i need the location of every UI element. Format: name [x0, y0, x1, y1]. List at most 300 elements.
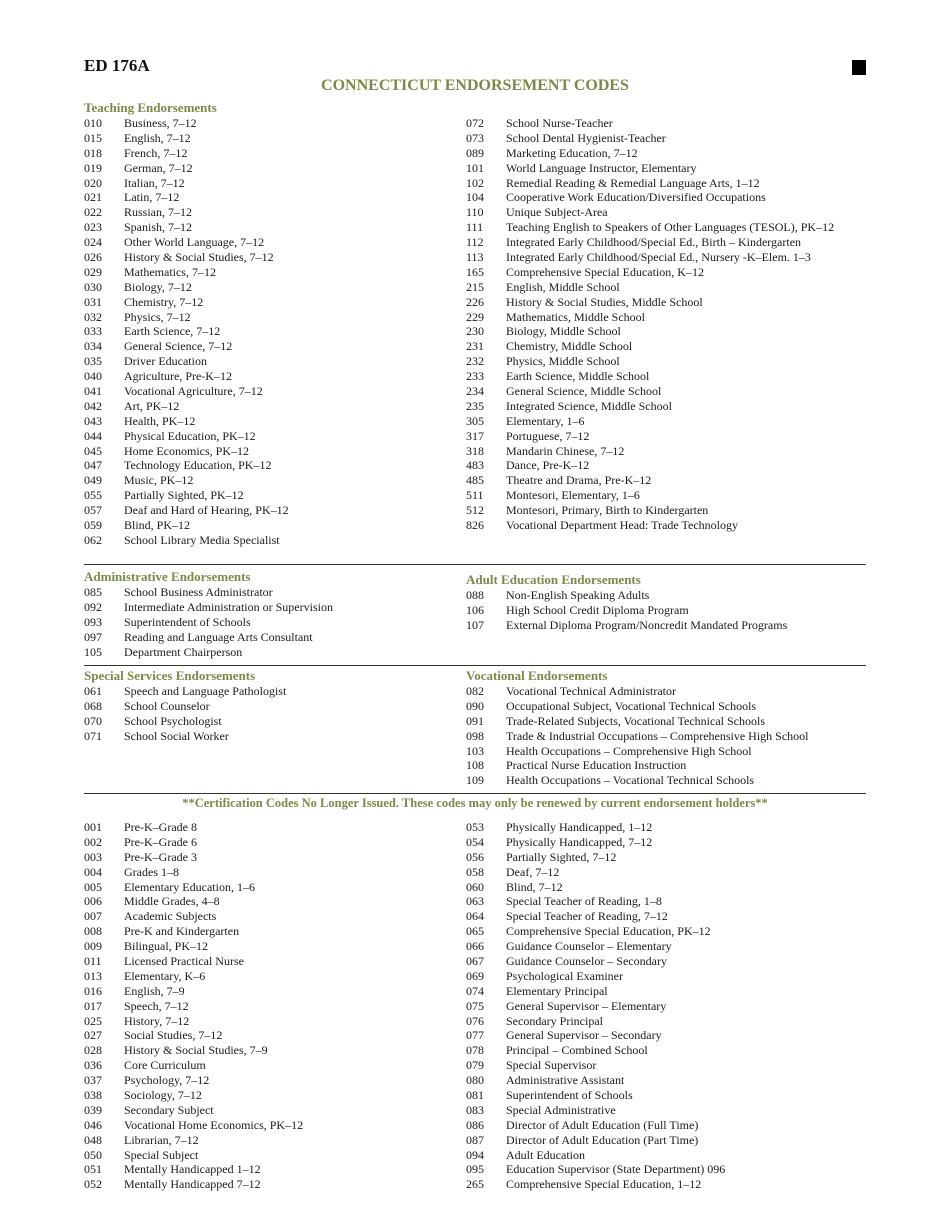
list-item [466, 1043, 725, 1058]
endorsement-code: 318 [466, 443, 484, 458]
list-item [466, 414, 834, 429]
list-item [84, 1162, 303, 1177]
list-item [466, 1028, 725, 1043]
endorsement-label: Mandarin Chinese, 7–12 [506, 443, 625, 458]
list-item [84, 399, 289, 414]
list-item [466, 384, 834, 399]
endorsement-code: 046 [84, 1117, 102, 1132]
endorsement-code: 485 [466, 473, 484, 488]
endorsement-label: Intermediate Administration or Supervision [124, 599, 333, 614]
list-item [84, 354, 289, 369]
endorsement-code: 004 [84, 864, 102, 879]
list-item [84, 190, 289, 205]
endorsement-code: 232 [466, 354, 484, 369]
form-id: ED 176A [84, 56, 150, 75]
endorsement-code: 023 [84, 220, 102, 235]
list-item [466, 714, 809, 729]
endorsement-label: Reading and Language Arts Consultant [124, 629, 313, 644]
endorsement-code: 229 [466, 309, 484, 324]
discontinued-notice: **Certification Codes No Longer Issued. These codes may only be renewed by current endorsement holders** [182, 796, 768, 810]
endorsement-label: Sociology, 7–12 [124, 1088, 202, 1103]
endorsement-code: 112 [466, 235, 484, 250]
endorsement-code: 078 [466, 1043, 484, 1058]
endorsement-code: 030 [84, 279, 102, 294]
endorsement-label: Pre-K and Kindergarten [124, 924, 240, 939]
endorsement-code: 050 [84, 1147, 102, 1162]
endorsement-label: Bilingual, PK–12 [124, 939, 209, 954]
endorsement-code: 038 [84, 1088, 102, 1103]
list-item [466, 399, 834, 414]
endorsement-label: Trade-Related Subjects, Vocational Technical Schools [506, 713, 766, 728]
list-item [466, 116, 834, 131]
list-item [84, 339, 289, 354]
divider [84, 564, 866, 565]
endorsement-label: Licensed Practical Nurse [124, 954, 244, 969]
list-item [84, 131, 289, 146]
endorsement-label: Practical Nurse Education Instruction [506, 758, 687, 773]
list-item [466, 835, 725, 850]
endorsement-label: World Language Instructor, Elementary [506, 160, 697, 175]
list-item [84, 205, 289, 220]
list-item [466, 1073, 725, 1088]
endorsement-label: Physical Education, PK–12 [124, 428, 256, 443]
endorsement-code: 072 [466, 116, 484, 130]
endorsement-label: Remedial Reading & Remedial Language Arts, 1–12 [506, 175, 760, 190]
endorsement-code: 090 [466, 698, 484, 713]
list-item [466, 354, 834, 369]
list-item [466, 1058, 725, 1073]
endorsement-code: 056 [466, 849, 484, 864]
divider [84, 793, 866, 794]
endorsement-label: Vocational Department Head: Trade Technology [506, 518, 738, 533]
endorsement-code: 052 [84, 1177, 102, 1192]
list-item [466, 603, 787, 618]
vocational-list [466, 684, 809, 788]
endorsement-label: Driver Education [124, 354, 207, 369]
endorsement-label: High School Credit Diploma Program [506, 602, 689, 617]
endorsement-label: School Dental Hygienist-Teacher [506, 130, 666, 145]
endorsement-label: Administrative Assistant [506, 1073, 625, 1088]
list-item [466, 1133, 725, 1148]
endorsement-code: 028 [84, 1043, 102, 1058]
list-item [466, 1177, 725, 1192]
endorsement-code: 034 [84, 339, 102, 354]
endorsement-label: Physics, 7–12 [124, 309, 191, 324]
list-item [466, 131, 834, 146]
endorsement-code: 074 [466, 983, 484, 998]
list-item [84, 369, 289, 384]
endorsement-code: 024 [84, 235, 102, 250]
list-item [84, 146, 289, 161]
list-item [84, 714, 286, 729]
list-item [84, 630, 333, 645]
endorsement-code: 051 [84, 1162, 102, 1177]
endorsement-code: 032 [84, 309, 102, 324]
endorsement-label: Russian, 7–12 [124, 205, 193, 220]
endorsement-code: 233 [466, 369, 484, 384]
endorsement-code: 006 [84, 894, 102, 909]
endorsement-label: History, 7–12 [124, 1013, 190, 1028]
endorsement-label: Pre-K–Grade 6 [124, 834, 197, 849]
list-item [466, 235, 834, 250]
endorsement-label: English, 7–9 [124, 983, 185, 998]
list-item [466, 1118, 725, 1133]
endorsement-label: School Nurse-Teacher [506, 116, 613, 130]
endorsement-label: Superintendent of Schools [124, 614, 251, 629]
list-item [84, 835, 303, 850]
list-item [466, 280, 834, 295]
list-item [466, 1103, 725, 1118]
endorsement-label: Psychological Examiner [506, 968, 623, 983]
list-item [466, 820, 725, 835]
list-item [466, 1088, 725, 1103]
list-item [466, 865, 725, 880]
special-services-endorsements [84, 668, 286, 744]
endorsement-label: Academic Subjects [124, 909, 217, 924]
endorsement-code: 265 [466, 1177, 484, 1192]
endorsement-code: 007 [84, 909, 102, 924]
endorsement-label: Core Curriculum [124, 1058, 206, 1073]
endorsement-code: 053 [466, 820, 484, 834]
endorsement-code: 101 [466, 160, 484, 175]
endorsement-label: Comprehensive Special Education, PK–12 [506, 924, 711, 939]
endorsement-label: Elementary Principal [506, 983, 608, 998]
list-item [84, 924, 303, 939]
list-item [84, 265, 289, 280]
list-item [84, 850, 303, 865]
endorsement-label: General Science, Middle School [506, 384, 662, 399]
list-item [84, 429, 289, 444]
endorsement-label: Blind, 7–12 [506, 879, 563, 894]
endorsement-label: Other World Language, 7–12 [124, 235, 265, 250]
endorsement-label: Cooperative Work Education/Diversified Occupations [506, 190, 766, 205]
endorsement-code: 075 [466, 998, 484, 1013]
endorsement-label: Italian, 7–12 [124, 175, 185, 190]
endorsement-label: Business, 7–12 [124, 116, 197, 130]
endorsement-code: 005 [84, 879, 102, 894]
endorsement-code: 109 [466, 773, 484, 788]
endorsement-label: Speech, 7–12 [124, 998, 189, 1013]
endorsement-code: 103 [466, 743, 484, 758]
list-item [84, 1103, 303, 1118]
list-item [84, 684, 286, 699]
endorsement-label: School Business Administrator [124, 585, 273, 599]
endorsement-label: Mentally Handicapped 1–12 [124, 1162, 261, 1177]
list-item [466, 518, 834, 533]
endorsement-label: Superintendent of Schools [506, 1088, 633, 1103]
list-item [466, 458, 834, 473]
teaching-endorsements-left [84, 100, 289, 548]
endorsement-code: 826 [466, 518, 484, 533]
list-item [84, 969, 303, 984]
endorsement-code: 036 [84, 1058, 102, 1073]
list-item [84, 324, 289, 339]
list-item [466, 429, 834, 444]
endorsement-code: 041 [84, 384, 102, 399]
endorsement-code: 305 [466, 413, 484, 428]
endorsement-code: 165 [466, 264, 484, 279]
endorsement-label: Guidance Counselor – Secondary [506, 954, 667, 969]
section-title-special-services: Special Services Endorsements [84, 668, 256, 683]
endorsement-code: 073 [466, 130, 484, 145]
list-item [84, 1088, 303, 1103]
endorsement-label: Integrated Early Childhood/Special Ed., Nursery -K–Elem. 1–3 [506, 250, 811, 265]
list-item [84, 161, 289, 176]
endorsement-code: 087 [466, 1132, 484, 1147]
endorsement-code: 040 [84, 369, 102, 384]
endorsement-code: 235 [466, 398, 484, 413]
endorsement-code: 095 [466, 1162, 484, 1177]
list-item [466, 146, 834, 161]
endorsement-label: Theatre and Drama, Pre-K–12 [506, 473, 652, 488]
endorsement-label: Unique Subject-Area [506, 205, 608, 220]
endorsement-code: 009 [84, 939, 102, 954]
list-item [84, 865, 303, 880]
list-item [466, 969, 725, 984]
endorsement-label: Special Supervisor [506, 1058, 597, 1073]
endorsement-code: 088 [466, 588, 484, 602]
list-item [84, 999, 303, 1014]
endorsement-code: 044 [84, 428, 102, 443]
endorsement-code: 083 [466, 1102, 484, 1117]
list-item [466, 924, 725, 939]
endorsement-label: Adult Education [506, 1147, 585, 1162]
list-item [84, 729, 286, 744]
endorsement-code: 001 [84, 820, 102, 834]
endorsement-label: Integrated Early Childhood/Special Ed., Birth – Kindergarten [506, 235, 802, 250]
endorsement-code: 215 [466, 279, 484, 294]
list-item [466, 699, 809, 714]
endorsement-label: Secondary Subject [124, 1102, 214, 1117]
list-item [84, 444, 289, 459]
endorsement-label: History & Social Studies, 7–9 [124, 1043, 268, 1058]
endorsement-code: 111 [466, 220, 484, 235]
list-item [466, 190, 834, 205]
list-item [84, 220, 289, 235]
list-item [84, 1043, 303, 1058]
endorsement-label: Art, PK–12 [124, 398, 180, 413]
endorsement-label: Elementary Education, 1–6 [124, 879, 255, 894]
endorsement-code: 070 [84, 713, 102, 728]
endorsement-code: 063 [466, 894, 484, 909]
endorsement-code: 049 [84, 473, 102, 488]
list-item [466, 220, 834, 235]
list-item [466, 1148, 725, 1163]
endorsement-code: 483 [466, 458, 484, 473]
endorsement-code: 097 [84, 629, 102, 644]
endorsement-code: 003 [84, 849, 102, 864]
endorsement-code: 086 [466, 1117, 484, 1132]
endorsement-label: Earth Science, Middle School [506, 369, 650, 384]
endorsement-label: Portuguese, 7–12 [506, 428, 590, 443]
list-item [466, 744, 809, 759]
endorsement-code: 110 [466, 205, 484, 220]
list-item [466, 939, 725, 954]
endorsement-code: 048 [84, 1132, 102, 1147]
list-item [466, 618, 787, 633]
endorsement-label: Chemistry, Middle School [506, 339, 633, 354]
list-item [84, 458, 289, 473]
endorsement-label: Technology Education, PK–12 [124, 458, 272, 473]
endorsement-label: Department Chairperson [124, 644, 243, 659]
list-item [84, 116, 289, 131]
list-item [466, 503, 834, 518]
endorsement-label: Vocational Agriculture, 7–12 [124, 384, 263, 399]
endorsement-code: 029 [84, 264, 102, 279]
list-item [466, 369, 834, 384]
endorsement-label: Deaf, 7–12 [506, 864, 560, 879]
page-title: CONNECTICUT ENDORSEMENT CODES [321, 77, 629, 94]
endorsement-code: 234 [466, 384, 484, 399]
endorsement-label: Middle Grades, 4–8 [124, 894, 220, 909]
endorsement-label: Teaching English to Speakers of Other Languages (TESOL), PK–12 [506, 220, 835, 235]
list-item [84, 503, 289, 518]
endorsement-label: Elementary, K–6 [124, 968, 206, 983]
endorsement-code: 037 [84, 1073, 102, 1088]
endorsement-code: 027 [84, 1028, 102, 1043]
divider [84, 665, 866, 666]
endorsement-label: Special Teacher of Reading, 1–8 [506, 894, 662, 909]
endorsement-code: 098 [466, 728, 484, 743]
endorsement-label: Spanish, 7–12 [124, 220, 193, 235]
endorsement-label: Special Teacher of Reading, 7–12 [506, 909, 668, 924]
endorsement-code: 102 [466, 175, 484, 190]
endorsement-code: 026 [84, 250, 102, 265]
list-item [466, 444, 834, 459]
endorsement-code: 039 [84, 1102, 102, 1117]
list-item [84, 488, 289, 503]
list-item [84, 1058, 303, 1073]
list-item [466, 984, 725, 999]
list-item [466, 339, 834, 354]
list-item [84, 414, 289, 429]
endorsement-code: 511 [466, 488, 484, 503]
endorsement-code: 066 [466, 939, 484, 954]
endorsement-label: Integrated Science, Middle School [506, 398, 672, 413]
endorsement-label: Education Supervisor (State Department) 096 [506, 1162, 726, 1177]
endorsement-code: 108 [466, 758, 484, 773]
section-title-teaching: Teaching Endorsements [84, 100, 217, 115]
list-item [84, 295, 289, 310]
list-item [84, 518, 289, 533]
endorsement-code: 080 [466, 1073, 484, 1088]
list-item [84, 600, 333, 615]
endorsement-code: 054 [466, 834, 484, 849]
adult-education-list [466, 588, 787, 633]
endorsement-label: Marketing Education, 7–12 [506, 145, 638, 160]
endorsement-label: General Supervisor – Secondary [506, 1028, 662, 1043]
teaching-endorsements-right [466, 116, 834, 533]
endorsement-label: School Library Media Specialist [124, 532, 280, 547]
endorsement-label: Montesori, Primary, Birth to Kindergarten [506, 503, 709, 518]
endorsement-label: History & Social Studies, 7–12 [124, 250, 274, 265]
list-item [84, 176, 289, 191]
endorsement-code: 021 [84, 190, 102, 205]
endorsement-label: General Science, 7–12 [124, 339, 233, 354]
endorsement-code: 011 [84, 954, 102, 969]
endorsement-label: Librarian, 7–12 [124, 1132, 199, 1147]
list-item [466, 909, 725, 924]
teaching-list-right [466, 116, 834, 533]
list-item [466, 729, 809, 744]
endorsement-code: 065 [466, 924, 484, 939]
endorsement-code: 060 [466, 879, 484, 894]
endorsement-label: Secondary Principal [506, 1013, 603, 1028]
endorsement-label: Biology, Middle School [506, 324, 621, 339]
endorsement-label: Mathematics, 7–12 [124, 264, 216, 279]
endorsement-label: Latin, 7–12 [124, 190, 180, 205]
list-item [84, 1133, 303, 1148]
endorsement-label: History & Social Studies, Middle School [506, 294, 703, 309]
endorsement-code: 104 [466, 190, 484, 205]
endorsement-label: Comprehensive Special Education, K–12 [506, 264, 704, 279]
endorsement-code: 068 [84, 698, 102, 713]
list-item [466, 473, 834, 488]
endorsement-code: 019 [84, 160, 102, 175]
endorsement-code: 231 [466, 339, 484, 354]
discontinued-codes-left [84, 820, 303, 1192]
endorsement-label: Special Administrative [506, 1102, 616, 1117]
endorsement-code: 061 [84, 684, 102, 698]
list-item [84, 939, 303, 954]
endorsement-label: Special Subject [124, 1147, 199, 1162]
endorsement-label: Mathematics, Middle School [506, 309, 645, 324]
endorsement-label: Director of Adult Education (Part Time) [506, 1132, 699, 1147]
endorsement-code: 055 [84, 488, 102, 503]
endorsement-code: 094 [466, 1147, 484, 1162]
endorsement-code: 092 [84, 599, 102, 614]
endorsement-code: 107 [466, 617, 484, 632]
list-item [84, 1073, 303, 1088]
teaching-list-left [84, 116, 289, 548]
endorsement-code: 091 [466, 713, 484, 728]
list-item [466, 684, 809, 699]
list-item [466, 894, 725, 909]
endorsement-code: 016 [84, 983, 102, 998]
endorsement-code: 069 [466, 968, 484, 983]
endorsement-label: Earth Science, 7–12 [124, 324, 221, 339]
endorsement-label: Elementary, 1–6 [506, 413, 585, 428]
list-item [84, 310, 289, 325]
endorsement-label: Health Occupations – Comprehensive High School [506, 743, 752, 758]
list-item [84, 585, 333, 600]
list-item [84, 280, 289, 295]
endorsement-code: 064 [466, 909, 484, 924]
endorsement-label: Health Occupations – Vocational Technical Schools [506, 773, 755, 788]
endorsement-code: 079 [466, 1058, 484, 1073]
endorsement-label: Grades 1–8 [124, 864, 179, 879]
endorsement-code: 058 [466, 864, 484, 879]
endorsement-code: 082 [466, 684, 484, 698]
list-item [84, 235, 289, 250]
endorsement-code: 093 [84, 614, 102, 629]
endorsement-code: 071 [84, 728, 102, 743]
endorsement-label: Speech and Language Pathologist [124, 684, 287, 698]
corner-mark [852, 60, 866, 75]
endorsement-label: Occupational Subject, Vocational Technical Schools [506, 698, 757, 713]
endorsement-code: 025 [84, 1013, 102, 1028]
endorsement-label: Vocational Home Economics, PK–12 [124, 1117, 304, 1132]
endorsement-code: 057 [84, 503, 102, 518]
list-item [84, 1118, 303, 1133]
list-item [466, 161, 834, 176]
list-item [84, 984, 303, 999]
endorsement-code: 035 [84, 354, 102, 369]
list-item [84, 1148, 303, 1163]
list-item [466, 1014, 725, 1029]
list-item [84, 880, 303, 895]
endorsement-code: 043 [84, 413, 102, 428]
